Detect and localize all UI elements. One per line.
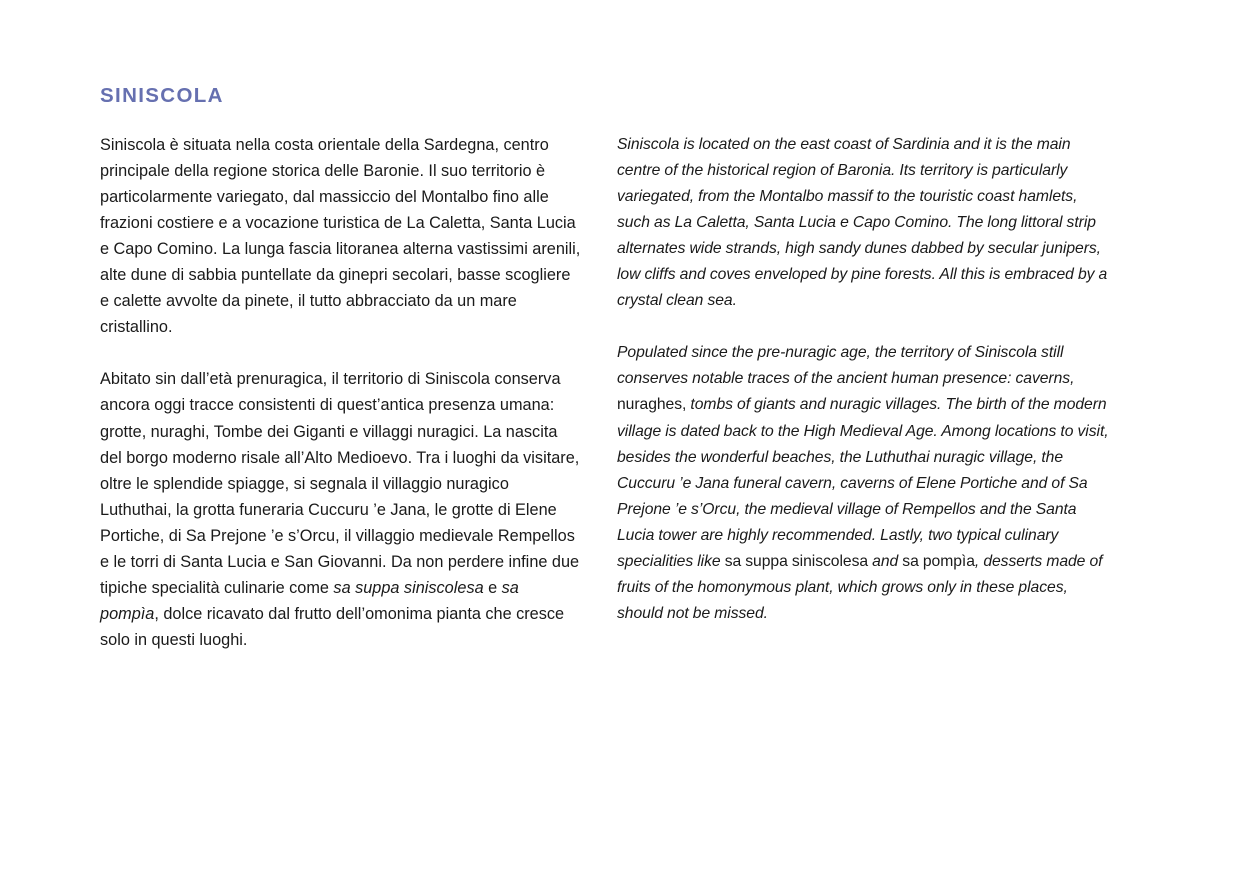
two-column-layout — [100, 132, 1110, 654]
paragraph — [617, 132, 1110, 315]
body-text: Siniscola è situata nella costa orientale della Sardegna, centro principale della regione storica delle Baronie. Il suo territorio è particolarmente variegato, dal massiccio del Montalbo fino alle frazioni costiere e a vocazione turistica de La Caletta, Santa Lucia e Capo Comino. La lunga fascia litoranea alterna vastissimi arenili, alte dune di sabbia puntellate da ginepri secolari, basse scogliere e calette avvolte da pinete, il tutto abbracciato da un mare cristallino. — [100, 135, 581, 337]
body-text: e — [483, 579, 502, 598]
body-text: , dolce ricavato dal frutto dell’omonima pianta che cresce solo in questi luoghi. — [100, 605, 565, 650]
body-text: sa pompìa — [902, 552, 975, 570]
emphasis-text: tombs of giants and nuragic villages. The birth of the modern village is dated back to the High Medieval Age. Among locations to visit, besides the wonderful beaches, the Luthuthai nuragic village, the Cuccuru ’e Jana funeral cavern, caverns of Elene Portiche and of Sa Prejone ’e s’Orcu, the medieval village of Rempellos and the Santa Lucia tower are highly recommended. Lastly, two typical culinary specialities like — [617, 396, 1109, 570]
emphasis-text: , desserts made of fruits of the homonymous plant, which grows only in these places, should not be missed. — [617, 552, 1103, 623]
body-text: nuraghes, — [617, 396, 687, 414]
page-content — [100, 84, 1110, 653]
emphasis-text: Siniscola is located on the east coast of Sardinia and it is the main centre of the historical region of Baronia. Its territory is particularly variegated, from the Montalbo massif to the touristic coast hamlets, such as La Caletta, Santa Lucia e Capo Comino. The long littoral strip alternates wide strands, high sandy dunes dabbed by secular junipers, low cliffs and coves enveloped by pine forests. All this is embraced by a crystal clean sea. — [617, 135, 1108, 310]
emphasis-text: and — [868, 552, 903, 570]
emphasis-text: Populated since the pre-nuragic age, the territory of Siniscola still conserves notable traces of the ancient human presence: caverns, — [617, 344, 1075, 388]
page-title: SINISCOLA — [100, 84, 224, 107]
emphasis-text: sa pompìa — [100, 579, 519, 624]
paragraph — [617, 340, 1110, 627]
emphasis-text: sa suppa siniscolesa — [333, 579, 484, 598]
body-text: Abitato sin dall’età prenuragica, il territorio di Siniscola conserva ancora oggi tracce consistenti di quest’antica presenza umana: grotte, nuraghi, Tombe dei Giganti e villaggi nuragici. La nascita del borgo moderno risale all’Alto Medioevo. Tra i luoghi da visitare, oltre le splendide spiagge, si segnala il villaggio nuragico Luthuthai, la grotta funeraria Cuccuru ’e Jana, le grotte di Elene Portiche, di Sa Prejone ’e s’Orcu, il villaggio medievale Rempellos e le torri di Santa Lucia e San Giovanni. Da non perdere infine due tipiche specialità culinarie come — [100, 370, 580, 598]
english-text-column — [600, 132, 1110, 628]
paragraph — [100, 132, 582, 341]
italian-text-column — [100, 132, 600, 654]
paragraph — [100, 366, 582, 653]
body-text: sa suppa siniscolesa — [724, 552, 869, 570]
